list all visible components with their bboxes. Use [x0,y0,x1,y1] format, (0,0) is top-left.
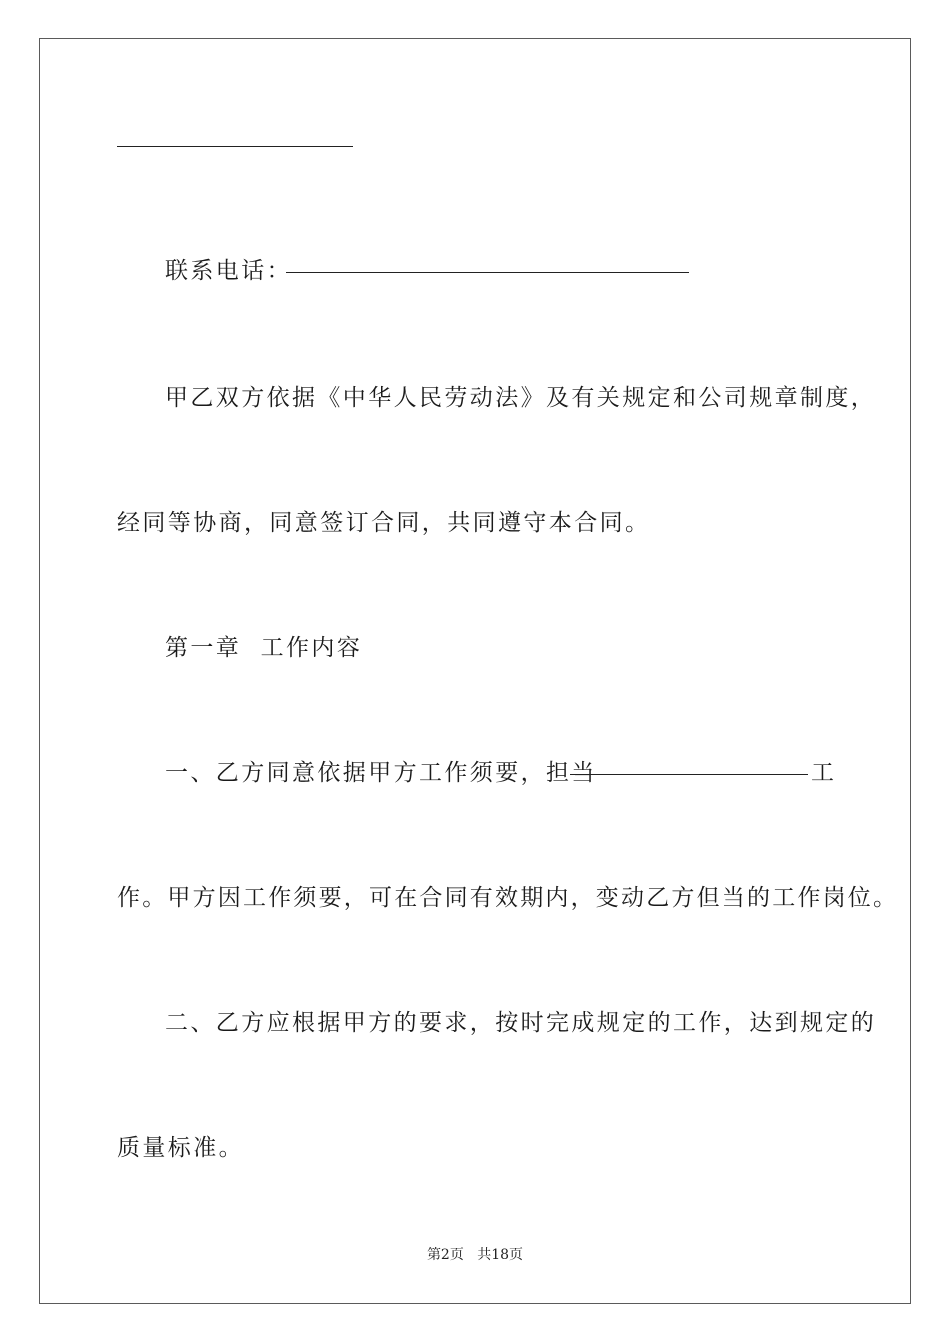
fill-in-blank-line [117,146,353,147]
paragraph-intro-line-2: 经同等协商，同意签订合同，共同遵守本合同。 [117,510,651,536]
item-1-suffix: 工 [811,760,837,786]
job-title-blank [570,774,808,775]
page-border [39,38,911,1304]
contact-phone-blank [286,272,689,273]
chapter-heading: 第一章 工作内容 [165,635,363,661]
contact-label: 联系电话： [165,258,292,284]
page-footer [0,1245,950,1265]
paragraph-intro-line-1: 甲乙双方依据《中华人民劳动法》及有关规定和公司规章制度， [165,385,877,411]
item-1-prefix: 一、乙方同意依据甲方工作须要，担当 [165,760,597,786]
item-1-line-2: 作。甲方因工作须要，可在合同有效期内，变动乙方但当的工作岗位。 [117,885,899,911]
contact-phone-line [165,256,292,286]
page-number: 第2页 [426,1247,464,1263]
item-1-line-1 [165,758,597,788]
item-2-line-2: 质量标准。 [117,1135,244,1161]
total-pages: 共18页 [477,1247,524,1263]
item-2-line-1: 二、乙方应根据甲方的要求，按时完成规定的工作，达到规定的 [165,1010,877,1036]
